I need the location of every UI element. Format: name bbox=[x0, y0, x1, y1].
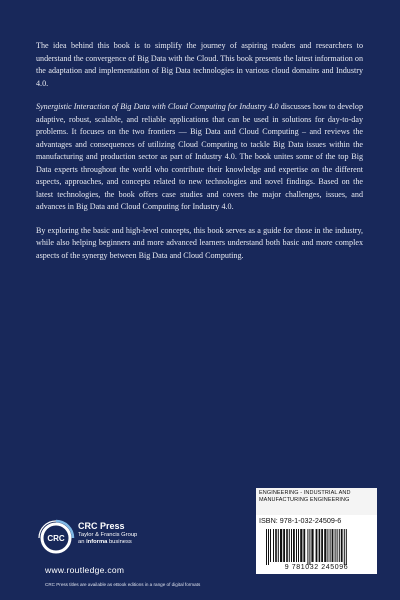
barcode-bar bbox=[298, 529, 299, 562]
barcode-bars bbox=[256, 526, 377, 566]
logo-text: CRC bbox=[47, 534, 65, 543]
barcode-bar bbox=[346, 529, 347, 565]
barcode-bar bbox=[321, 529, 323, 562]
barcode-bar bbox=[266, 529, 267, 565]
crc-press-logo-icon bbox=[36, 518, 76, 558]
barcode-bar bbox=[339, 529, 340, 562]
barcode-bar bbox=[307, 529, 308, 565]
barcode-bar bbox=[319, 529, 321, 562]
book-title: Synergistic Interaction of Big Data with Cloud Computing for Industry 4.0 bbox=[36, 102, 279, 111]
blurb-paragraph-2 bbox=[36, 101, 363, 214]
barcode-bar bbox=[280, 529, 282, 562]
barcode-bar bbox=[335, 529, 336, 562]
business-prefix: an bbox=[78, 539, 87, 545]
barcode-bar bbox=[303, 529, 305, 562]
publisher-business bbox=[78, 539, 137, 546]
barcode-bar bbox=[286, 529, 288, 562]
barcode-digits: 9 781032 245096 bbox=[284, 564, 349, 571]
subject-classification bbox=[256, 488, 377, 515]
barcode-bar bbox=[309, 529, 310, 565]
ebook-footnote: CRC Press titles are available as eBook editions in a range of digital formats bbox=[45, 582, 201, 587]
barcode-bar bbox=[300, 529, 302, 562]
blurb bbox=[36, 40, 363, 273]
barcode-bar bbox=[268, 529, 269, 565]
publisher-group: Taylor & Francis Group bbox=[78, 532, 138, 538]
business-suffix: business bbox=[107, 539, 132, 545]
barcode-bar bbox=[341, 529, 343, 562]
barcode bbox=[256, 526, 377, 574]
barcode-bar bbox=[324, 529, 326, 562]
publisher-name: CRC Press bbox=[78, 521, 125, 531]
barcode-bar bbox=[291, 529, 292, 562]
barcode-bar bbox=[270, 529, 271, 562]
barcode-bar bbox=[293, 529, 295, 562]
barcode-bar bbox=[296, 529, 297, 562]
business-brand: informa bbox=[86, 539, 108, 545]
barcode-bar bbox=[283, 529, 285, 562]
blurb-paragraph-1: The idea behind this book is to simplify the journey of aspiring readers and researchers to understand the convergence of Big Data with the Cloud. This book presents the latest information on the adaptation and implementation of Big Data technologies in various cloud domains and Industry 4.0. bbox=[36, 41, 363, 88]
barcode-bar bbox=[327, 529, 328, 562]
barcode-bar bbox=[316, 529, 318, 562]
barcode-bar bbox=[337, 529, 338, 562]
barcode-bar bbox=[330, 529, 331, 562]
blurb-paragraph-3: By exploring the basic and high-level concepts, this book serves as a guide for those in the industry, while also helping beginners and more advanced learners understand both basic and more complex aspects of the synergy between Big Data and Cloud Computing. bbox=[36, 225, 363, 260]
barcode-bar bbox=[344, 529, 345, 565]
publisher-website: www.routledge.com bbox=[45, 565, 125, 575]
barcode-bar bbox=[275, 529, 277, 562]
blurb-paragraph-2-text: discusses how to develop adaptive, robust, scalable, and reliable applications that can be used in solutions for day-to-day problems. It focuses on the two frontiers — Big Data and Cloud Computing – and reviews the advantages and consequences of utilizing Cloud Computing to tackle Big Data issues within the manufacturing and production sector as part of Industry 4.0. The book unites some of the top Big Data experts throughout the world who contribute their knowledge and expertise on the different aspects, approaches, and concepts related to new technologies and novel findings. Based on the latest technologies, the book offers case studies and covers the major challenges, issues, and advances in Big Data and Cloud Computing for Industry 4.0. bbox=[36, 102, 363, 211]
classification-line-2: MANUFACTURING ENGINEERING bbox=[259, 497, 350, 503]
classification-line-1: ENGINEERING - INDUSTRIAL AND bbox=[259, 490, 351, 496]
barcode-bar bbox=[289, 529, 290, 562]
barcode-bar bbox=[311, 529, 313, 562]
barcode-bar bbox=[278, 529, 279, 562]
publisher-info bbox=[78, 521, 137, 546]
barcode-bar bbox=[273, 529, 274, 562]
isbn-label: ISBN: 978-1-032-24509-6 bbox=[256, 515, 377, 526]
barcode-bar bbox=[332, 529, 334, 562]
